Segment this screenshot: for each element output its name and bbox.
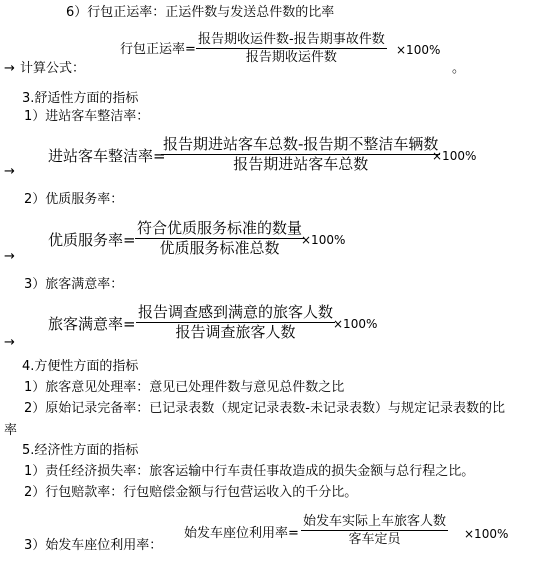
formula-5-times100: ×100%	[464, 527, 509, 541]
formula-1-lhs: 行包正运率=	[120, 42, 196, 57]
formula-1-numerator: 报告期收运件数-报告期事故件数	[198, 32, 385, 47]
formula-5-denominator: 客车定员	[348, 532, 401, 547]
formula-2-numerator: 报告期进站客车总数-报告期不整洁车辆数	[163, 135, 439, 153]
formula-5-lhs: 始发车座位利用率=	[184, 526, 299, 541]
formula-2-times100: ×100%	[432, 149, 477, 163]
section-3-item-1: 1）进站客车整洁率：	[24, 109, 150, 124]
section-4-item-2-wrap: 率	[4, 423, 18, 438]
formula-5-numerator: 始发车实际上车旅客人数	[303, 514, 447, 529]
formula-3-fraction	[135, 221, 304, 256]
item-6-text: 6）行包正运率：正运件数与发送总件数的比率	[66, 5, 335, 20]
formula-2-fraction	[161, 137, 440, 172]
formula-2-lhs: 进站客车整洁率=	[48, 147, 166, 165]
section-5-item-3: 3）始发车座位利用率：	[24, 538, 163, 553]
formula-4-times100: ×100%	[333, 317, 378, 331]
section-5-item-1: 1）责任经济损失率：旅客运输中行车责任事故造成的损失金额与总行程之比。	[24, 464, 475, 479]
formula-4-denominator: 报告调查旅客人数	[175, 323, 296, 341]
formula-4-numerator: 报告调查感到满意的旅客人数	[138, 303, 334, 321]
formula-3-times100: ×100%	[301, 233, 346, 247]
section-4-heading: 4.方便性方面的指标	[22, 359, 139, 374]
arrow-symbol: →	[4, 249, 15, 264]
section-5-heading: 5.经济性方面的指标	[22, 443, 139, 458]
formula-1-denominator: 报告期收运件数	[245, 50, 337, 65]
section-4-item-2: 2）原始记录完备率：已记录表数（规定记录表数-未记录表数）与规定记录表数的比	[24, 401, 505, 416]
arrow-symbol: →	[4, 335, 15, 350]
arrow-symbol: →	[4, 164, 15, 179]
section-3-item-3: 3）旅客满意率：	[24, 277, 124, 292]
period-mark: 。	[452, 61, 466, 76]
formula-5-fraction	[301, 515, 448, 546]
formula-3-denominator: 优质服务标准总数	[159, 239, 280, 257]
formula-3-lhs: 优质服务率=	[48, 231, 136, 249]
section-3-item-2: 2）优质服务率：	[24, 192, 124, 207]
formula-1-times100: ×100%	[396, 43, 441, 57]
calc-formula-label: 计算公式：	[20, 61, 86, 76]
formula-1-fraction	[196, 33, 387, 64]
arrow-symbol: →	[4, 61, 15, 76]
formula-4-lhs: 旅客满意率=	[48, 315, 136, 333]
section-5-item-2: 2）行包赔款率：行包赔偿金额与行包营运收入的千分比。	[24, 485, 358, 500]
formula-3-numerator: 符合优质服务标准的数量	[137, 219, 303, 237]
section-4-item-1: 1）旅客意见处理率：意见已处理件数与意见总件数之比	[24, 380, 345, 395]
formula-2-denominator: 报告期进站客车总数	[233, 155, 369, 173]
formula-5-bar	[301, 530, 448, 531]
formula-1-bar	[196, 48, 387, 49]
section-3-heading: 3.舒适性方面的指标	[22, 91, 139, 106]
formula-4-fraction	[136, 305, 335, 340]
